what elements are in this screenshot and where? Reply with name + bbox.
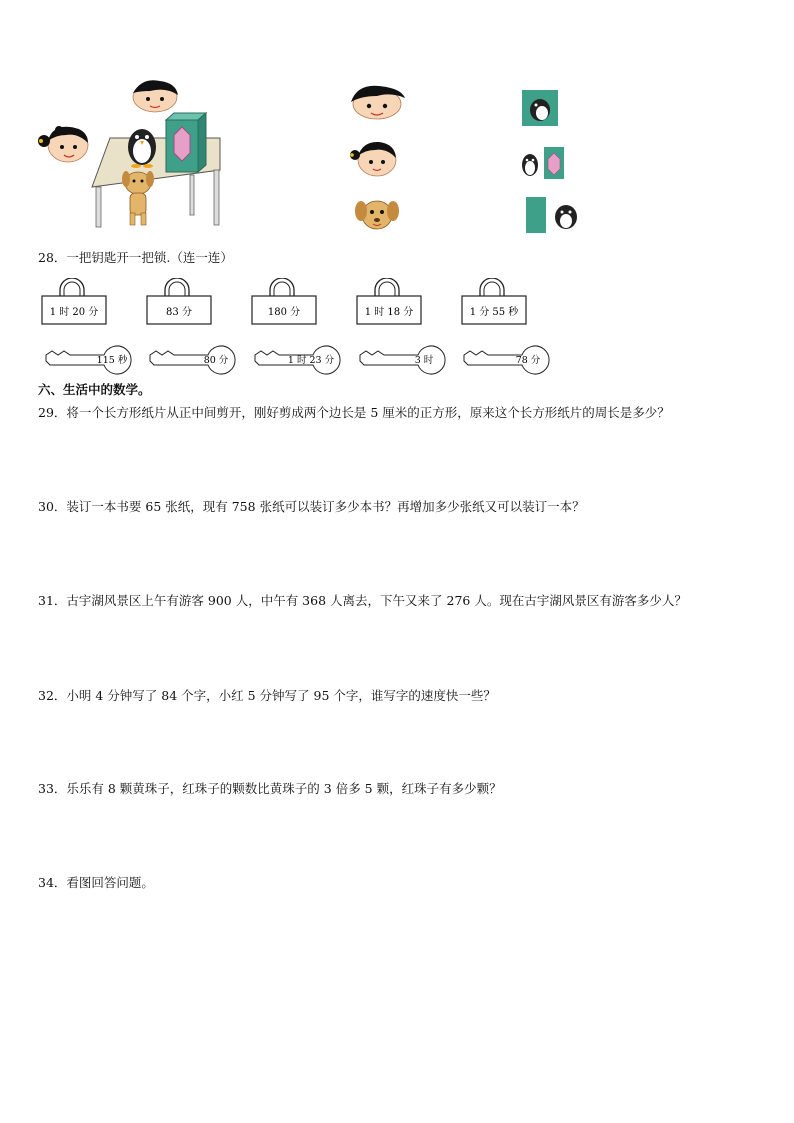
key-2[interactable] <box>150 346 235 374</box>
key-label: 1 时 23 分 <box>287 355 335 366</box>
lock-label: 1 分 55 秒 <box>469 307 519 318</box>
question-text: 看图回答问题。 <box>66 875 154 890</box>
keys-row <box>40 342 550 376</box>
question-number: 28． <box>38 250 67 265</box>
question-number: 33． <box>38 781 67 796</box>
key-1[interactable] <box>46 346 131 374</box>
locks-row <box>30 278 550 330</box>
girl-head-icon <box>38 126 88 162</box>
lock-4[interactable] <box>357 278 421 324</box>
question-text: 一把钥匙开一把锁.（连一连） <box>66 250 233 265</box>
key-4[interactable] <box>360 346 445 374</box>
key-label: 115 秒 <box>96 355 128 366</box>
view-penguin-side-icon <box>518 143 568 181</box>
key-label: 80 分 <box>203 355 229 366</box>
key-label: 78 分 <box>515 355 541 366</box>
view-penguin-front-icon <box>520 88 562 128</box>
question-text: 古宇湖风景区上午有游客 900 人，中午有 368 人离去，下午又来了 276 人。现在古宇湖风景区有游客多少人？ <box>66 593 687 608</box>
dog-icon <box>122 171 154 225</box>
question-number: 30． <box>38 499 67 514</box>
question-text: 乐乐有 8 颗黄珠子，红珠子的颗数比黄珠子的 3 倍多 5 颗，红珠子有多少颗？ <box>66 781 502 796</box>
question-number: 32． <box>38 688 67 703</box>
question-32 <box>38 688 496 704</box>
green-box-icon <box>166 113 206 172</box>
question-text: 小明 4 分钟写了 84 个字，小红 5 分钟写了 95 个字，谁写字的速度快一些？ <box>66 688 496 703</box>
boy-face-icon <box>345 80 415 125</box>
lock-label: 180 分 <box>267 307 301 318</box>
question-number: 29． <box>38 405 67 420</box>
lock-1[interactable] <box>42 278 106 324</box>
lock-5[interactable] <box>462 278 526 324</box>
lock-label: 83 分 <box>166 307 192 318</box>
view-box-penguin-icon <box>522 195 580 235</box>
section-heading: 六、生活中的数学。 <box>38 382 151 397</box>
question-number: 34． <box>38 875 67 890</box>
question-29 <box>38 405 670 421</box>
table-scene-illustration <box>30 75 240 235</box>
lock-2[interactable] <box>147 278 211 324</box>
lock-label: 1 时 20 分 <box>49 307 99 318</box>
key-5[interactable] <box>464 346 549 374</box>
key-label: 3 时 <box>414 355 434 366</box>
question-34 <box>38 875 154 891</box>
question-number: 31． <box>38 593 67 608</box>
question-text: 将一个长方形纸片从正中间剪开，刚好剪成两个边长是 5 厘米的正方形，原来这个长方形纸片的周长是多少？ <box>66 405 670 420</box>
question-28 <box>38 250 233 266</box>
lock-label: 1 时 18 分 <box>364 307 414 318</box>
question-33 <box>38 781 502 797</box>
lock-3[interactable] <box>252 278 316 324</box>
question-30 <box>38 499 585 515</box>
dog-face-icon <box>352 195 402 233</box>
question-text: 装订一本书要 65 张纸，现有 758 张纸可以装订多少本书？再增加多少张纸又可以装订一本？ <box>66 499 585 514</box>
girl-face-icon <box>345 138 405 180</box>
boy-head-icon <box>133 80 178 112</box>
question-31 <box>38 593 687 609</box>
key-3[interactable] <box>255 346 340 374</box>
